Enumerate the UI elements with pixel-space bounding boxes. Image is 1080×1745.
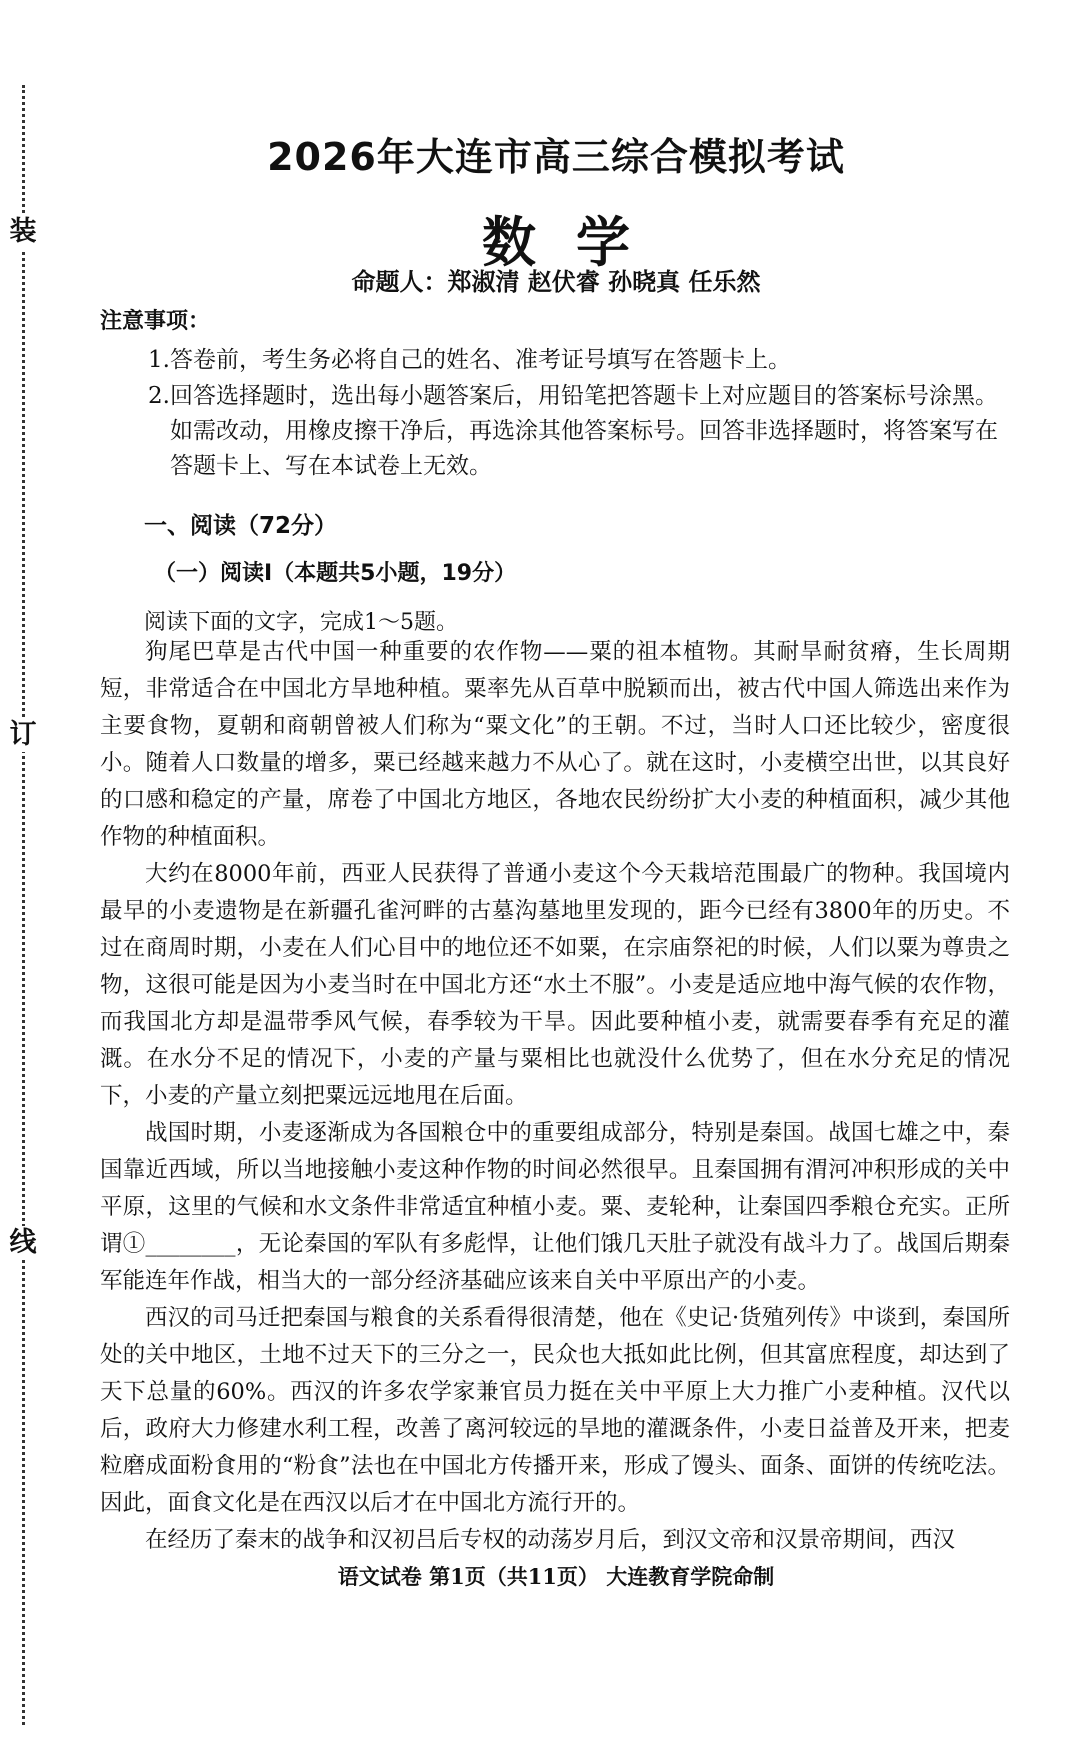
binding-mark-ding: 订 <box>9 719 37 750</box>
sub-section-heading: （一）阅读Ⅰ（本题共5小题，19分） <box>154 561 517 586</box>
notice-heading: 注意事项： <box>100 309 211 334</box>
passage-paragraph: 在经历了秦末的战争和汉初吕后专权的动荡岁月后，到汉文帝和汉景帝期间，西汉 <box>145 1527 956 1553</box>
subject-title: 数学 <box>482 210 670 274</box>
section-heading: 一、阅读（72分） <box>144 513 338 539</box>
reading-passage <box>100 634 1010 1559</box>
passage-paragraph: 西汉的司马迁把秦国与粮食的关系看得很清楚，他在《史记·货殖列传》中谈到，秦国所处的关中地区，土地不过天下的三分之一，民众也大抵如此比例，但其富庶程度，却达到了天下总量的60%。西汉的许多农学家兼官员力挺在关中平原上大力推广小麦种植。汉代以后，政府大力修建水利工程，改善了离河较远的旱地的灌溉条件，小麦日益普及开来，把麦粒磨成面粉食用的“粉食”法也在中国北方传播开来，形成了馒头、面条、面饼的传统吃法。因此，面食文化是在西汉以后才在中国北方流行开的。 <box>100 1305 1010 1516</box>
reading-instruction: 阅读下面的文字，完成1～5题。 <box>144 610 458 635</box>
exam-title: 2026年大连市高三综合模拟考试 <box>267 135 845 179</box>
notice-list <box>148 343 1008 485</box>
binding-mark-zhuang: 装 <box>9 216 37 247</box>
authors-line: 命题人：郑淑清 赵伏睿 孙晓真 任乐然 <box>351 267 761 296</box>
passage-paragraph: 战国时期，小麦逐渐成为各国粮仓中的重要组成部分，特别是秦国。战国七雄之中，秦国靠近西域，所以当地接触小麦这种作物的时间必然很早。且秦国拥有渭河冲积形成的关中平原，这里的气候和水文条件非常适宜种植小麦。粟、麦轮种，让秦国四季粮仓充实。正所谓①________，无论秦国的军队有多彪悍，让他们饿几天肚子就没有战斗力了。战国后期秦军能连年作战，相当大的一部分经济基础应该来自关中平原出产的小麦。 <box>100 1120 1010 1294</box>
page-footer: 语文试卷 第1页（共11页） 大连教育学院命制 <box>337 1564 775 1589</box>
passage-paragraph: 狗尾巴草是古代中国一种重要的农作物——粟的祖本植物。其耐旱耐贫瘠，生长周期短，非常适合在中国北方旱地种植。粟率先从百草中脱颖而出，被古代中国人筛选出来作为主要食物，夏朝和商朝曾被人们称为“粟文化”的王朝。不过，当时人口还比较少，密度很小。随着人口数量的增多，粟已经越来越力不从心了。就在这时，小麦横空出世，以其良好的口感和稳定的产量，席卷了中国北方地区，各地农民纷纷扩大小麦的种植面积，减少其他作物的种植面积。 <box>100 639 1010 850</box>
binding-line <box>22 85 25 1725</box>
passage-paragraph: 大约在8000年前，西亚人民获得了普通小麦这个今天栽培范围最广的物种。我国境内最早的小麦遗物是在新疆孔雀河畔的古墓沟墓地里发现的，距今已经有3800年的历史。不过在商周时期，小麦在人们心目中的地位还不如粟，在宗庙祭祀的时候，人们以粟为尊贵之物，这很可能是因为小麦当时在中国北方还“水土不服”。小麦是适应地中海气候的农作物，而我国北方却是温带季风气候，春季较为干旱。因此要种植小麦，就需要春季有充足的灌溉。在水分不足的情况下，小麦的产量与粟相比也就没什么优势了，但在水分充足的情况下，小麦的产量立刻把粟远远地甩在后面。 <box>100 861 1010 1109</box>
notice-item: 2.回答选择题时，选出每小题答案后，用铅笔把答题卡上对应题目的答案标号涂黑。如需改动，用橡皮擦干净后，再选涂其他答案标号。回答非选择题时，将答案写在答题卡上、写在本试卷上无效。 <box>148 383 998 479</box>
notice-item: 1.答卷前，考生务必将自己的姓名、准考证号填写在答题卡上。 <box>148 347 791 373</box>
binding-mark-xian: 线 <box>9 1227 37 1258</box>
